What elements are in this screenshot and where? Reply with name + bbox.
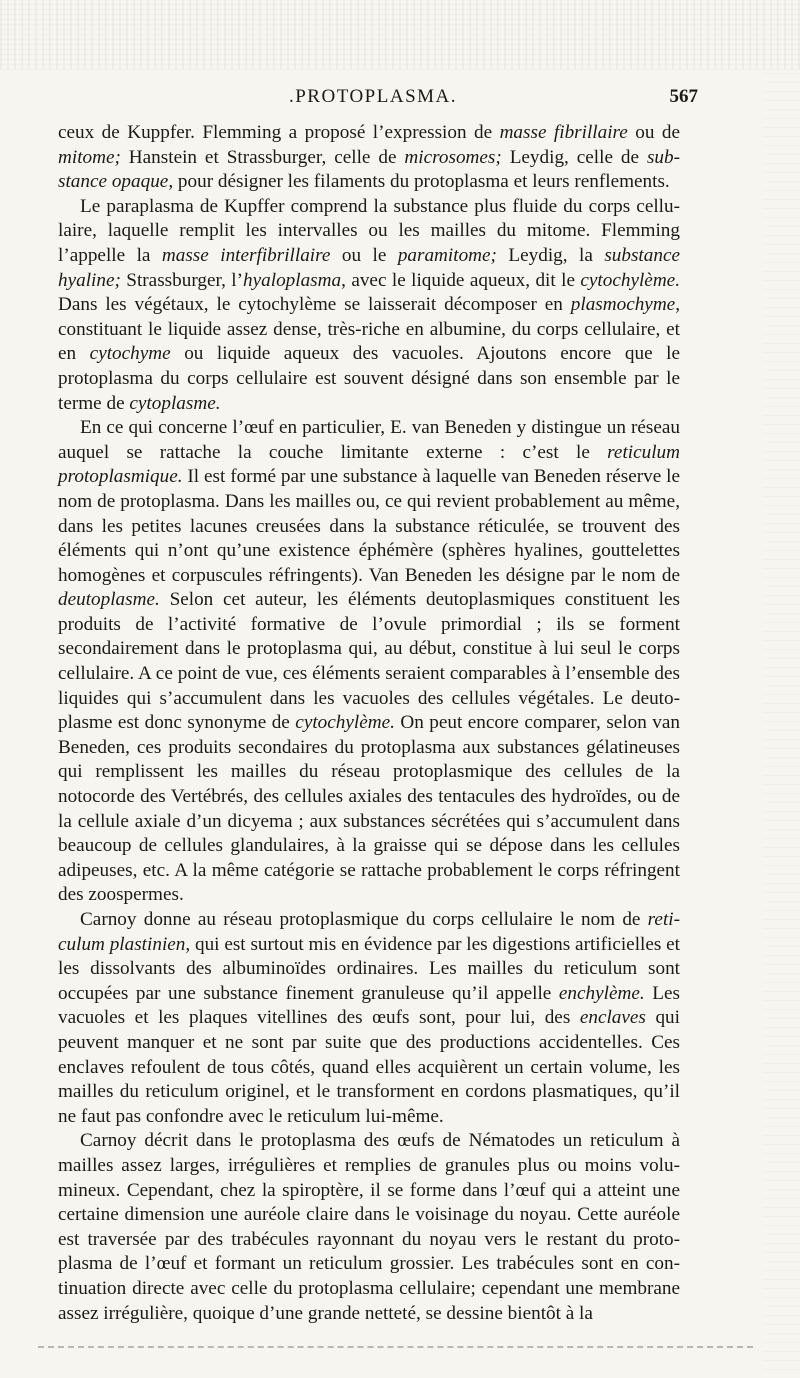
- text-run: On peut encore comparer, selon van Beneden, ces produits secondaires du protoplasma aux substances gélatineuses qui remplissent les mailles du réseau protoplasmique des cellules de la notocorde des Vertébrés, des cellules axiales des tentacules des hydroïdes, ou de la cellule axiale d’un dicyema ; aux substances sécrétées qui s’accumulent dans beaucoup de cellules glandulaires, à la graisse qui se dépose dans les cellules adipeuses, etc. A la même catégorie se rattache probablement le corps réfringent des zoospermes.: [58, 712, 680, 906]
- italic-term: enclaves: [579, 1007, 646, 1029]
- text-run: Carnoy donne au réseau protoplasmique du corps cellulaire le nom de: [80, 909, 648, 930]
- italic-term: cytochylème.: [580, 269, 680, 291]
- text-run: ceux de Kuppfer. Flemming a proposé l’expression de: [58, 122, 500, 143]
- bottom-rule: [38, 1346, 753, 1348]
- text-run: Leydig, la: [496, 244, 605, 266]
- paragraph: [58, 1129, 680, 1326]
- italic-term: substance hyaline;: [58, 244, 680, 291]
- italic-term: paramitome;: [397, 244, 497, 266]
- paragraph: [58, 195, 680, 416]
- text-run: Leydig, celle de: [501, 146, 647, 168]
- italic-term: cytoplasme.: [129, 392, 221, 414]
- paragraph: [58, 416, 680, 908]
- italic-term: cytochylème.: [295, 712, 395, 734]
- italic-term: hyaloplasma: [243, 269, 342, 291]
- text-run: , qui est surtout mis en évidence par les digestions artificielles et les dissolvants des albuminoïdes ordinaires. Les mailles du reticulum sont occupées par une substance finement granuleuse qu’il appelle: [58, 933, 681, 1004]
- text-run: Carnoy décrit dans le protoplasma des œufs de Nématodes un reticulum à mailles assez larges, irrégulières et remplies de granules plus ou moins volumineux. Cependant, chez la spiroptère, il se forme dans l’œuf qui a atteint une certaine dimension une auréole claire dans le voisinage du noyau. Cette auréole est traversée par des trabécules rayonnant du noyau vers le restant du protoplasma de l’œuf et formant un reticulum grossier. Les trabécules sont en continuation directe avec celle du protoplasma cellulaire; cependant une membrane assez irrégulière, quoique d’une grande netteté, se dessine bientôt à la: [58, 1130, 680, 1324]
- paragraph: [58, 908, 680, 1129]
- italic-term: substance opaque: [58, 146, 680, 193]
- text-run: Dans les végétaux, le cytochylème se laisserait décomposer en: [58, 294, 571, 316]
- text-run: , pour désigner les filaments du protoplasma et leurs renflements.: [168, 171, 670, 193]
- text-run: Le paraplasma de Kupffer comprend la substance plus fluide du corps cellulaire, laquelle remplit les intervalles ou les mailles du mitome. Flemming l’appelle la: [58, 195, 680, 266]
- italic-term: mitome;: [58, 146, 121, 168]
- italic-term: reticulum protoplasmique.: [58, 441, 680, 488]
- scan-noise-right: [764, 70, 800, 1370]
- text-run: qui peuvent manquer et ne sont par suite que des productions accidentelles. Ces enclaves refoulent de tous côtés, quand elles acquièrent un certain volume, les mailles du reticulum originel, et le transforment en cordons plasmatiques, qu’il ne faut pas confondre avec le reticulum lui-même.: [58, 1007, 680, 1127]
- italic-term: cytochyme: [89, 343, 171, 365]
- text-run: Hanstein et Strassburger, celle de: [120, 146, 405, 168]
- text-run: Strassburger, l’: [120, 269, 244, 291]
- italic-term: deutoplasme.: [58, 589, 160, 611]
- paragraph: [58, 121, 680, 195]
- scan-noise-top: [0, 0, 800, 70]
- text-body: [58, 121, 680, 1326]
- text-run: ou liquide aqueux des vacuoles. Ajoutons encore que le protoplasma du corps cellulaire est souvent désigné dans son ensemble par le terme de: [58, 343, 680, 414]
- italic-term: plasmochyme: [570, 294, 676, 316]
- text-run: , constituant le liquide assez dense, très-riche en albumine, du corps cellulaire, et en: [58, 294, 680, 365]
- text-run: En ce qui concerne l’œuf en particulier, E. van Beneden y distingue un réseau auquel se rattache la couche limitante externe : c’est le: [58, 417, 680, 463]
- text-run: , avec le liquide aqueux, dit le: [341, 269, 581, 291]
- text-run: ou le: [330, 244, 398, 266]
- italic-term: enchylème.: [558, 982, 645, 1004]
- italic-term: microsomes;: [404, 146, 502, 168]
- text-run: Les vacuoles et les plaques vitellines des œufs sont, pour lui, des: [58, 982, 680, 1029]
- page-header: [58, 86, 698, 116]
- text-run: Il est formé par une substance à laquelle van Beneden réserve le nom de protoplasma. Dans les mailles ou, ce qui revient probablement au même, dans les petites lacunes creusées dans la substance réticulée, se trouvent des éléments qui n’ont qu’une existence éphémère (sphères hyalines, gouttelettes homogènes et corpuscules réfringents). Van Beneden les désigne par le nom de: [58, 466, 680, 586]
- italic-term: masse interfibrillaire: [161, 244, 331, 266]
- italic-term: masse fibrillaire: [499, 122, 628, 143]
- running-title: .PROTOPLASMA.: [288, 86, 458, 107]
- page-number: 567: [669, 86, 698, 107]
- italic-term: reticulum plastinien: [58, 909, 680, 955]
- text-run: Selon cet auteur, les éléments deutoplasmiques constituent les produits de l’activité formative de l’ovule primordial ; ils se forment secondairement dans le protoplasma qui, au début, constitue à lui seul le corps cellulaire. A ce point de vue, ces éléments seraient comparables à l’ensemble des liquides qui s’accumulent dans les vacuoles des cellules végétales. Le deutoplasme est donc synonyme de: [58, 589, 680, 734]
- text-run: ou de: [627, 122, 681, 143]
